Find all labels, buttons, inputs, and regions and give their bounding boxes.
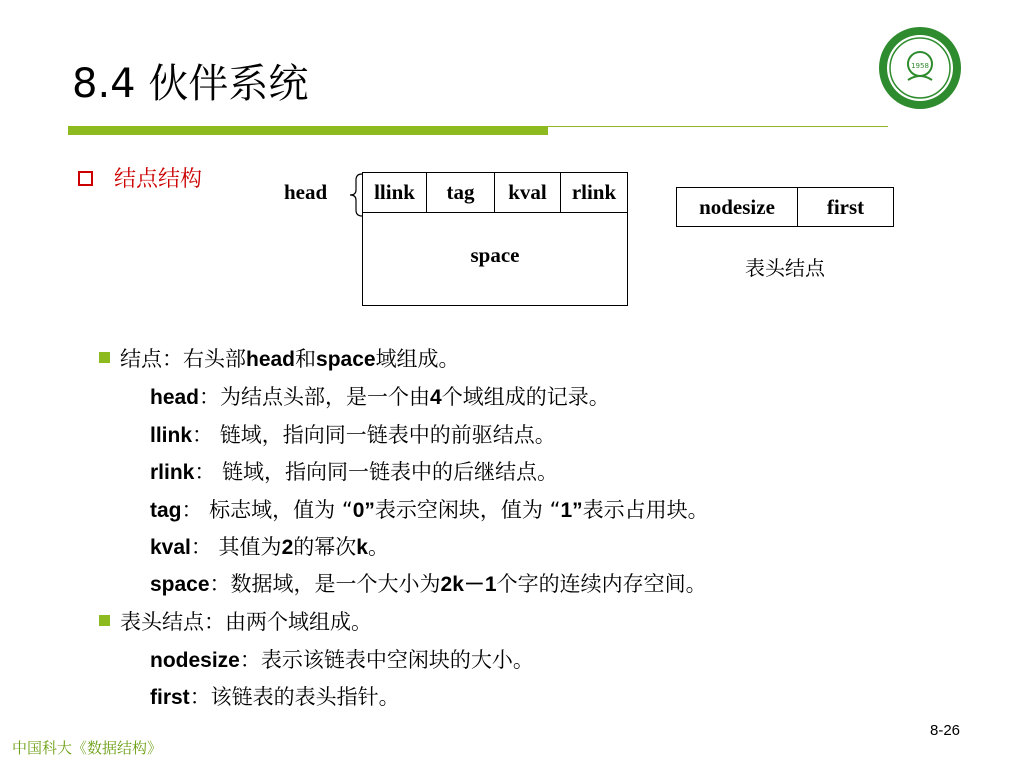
brace-icon xyxy=(342,172,364,218)
bullet-text: 域组成。 xyxy=(375,347,460,371)
desc-text: ： 链域，指向同一链表中的前驱结点。 xyxy=(192,423,556,447)
desc-first xyxy=(150,681,400,711)
page-title: 8.4 伙伴系统 xyxy=(72,61,309,107)
desc-text: ： 其值为 xyxy=(190,535,282,559)
keyword-nodesize: nodesize xyxy=(150,649,240,672)
bullet-square-icon xyxy=(99,615,110,626)
desc-text: 个字的连续内存空间。 xyxy=(496,572,707,596)
desc-number: 2 xyxy=(281,536,294,559)
field-tag: tag xyxy=(427,173,495,212)
desc-text: 的幂次 xyxy=(293,535,357,559)
node-head-row xyxy=(363,173,627,213)
head-label: head xyxy=(284,180,328,204)
bullet-text: 结点：右头部 xyxy=(120,347,246,371)
desc-text: ： 链域，指向同一链表中的后继结点。 xyxy=(194,460,559,484)
desc-llink xyxy=(150,419,556,449)
desc-rlink xyxy=(150,456,558,486)
keyword-llink: llink xyxy=(150,424,193,447)
desc-kval xyxy=(150,531,389,561)
keyword-head: head xyxy=(150,386,200,409)
desc-tag xyxy=(150,494,709,524)
desc-text: ：表示该链表中空闲块的大小。 xyxy=(239,648,534,672)
page-number: 8-26 xyxy=(930,722,961,739)
desc-head xyxy=(150,381,610,411)
desc-text: ： 标志域，值为 “ xyxy=(181,498,353,522)
keyword-head: head xyxy=(246,348,296,371)
section-bullet-icon xyxy=(78,171,93,186)
desc-text: 表示占用块。 xyxy=(582,498,709,522)
desc-text: 个域组成的记录。 xyxy=(441,385,610,409)
desc-space xyxy=(150,568,707,598)
logo-year: 1958 xyxy=(911,62,929,70)
keyword-space: space xyxy=(150,573,210,596)
desc-k: k xyxy=(356,536,368,559)
desc-value-1: 1” xyxy=(560,499,583,522)
field-rlink: rlink xyxy=(571,180,617,204)
desc-text: 。 xyxy=(367,535,389,559)
university-seal-icon xyxy=(878,26,962,110)
bullet-square-icon xyxy=(99,352,110,363)
desc-text: ：数据域，是一个大小为 xyxy=(209,572,441,596)
desc-text: ：为结点头部，是一个由 xyxy=(199,385,431,409)
footer-course: 中国科大《数据结构》 xyxy=(12,739,163,757)
field-nodesize: nodesize xyxy=(677,188,798,226)
field-space: space xyxy=(470,243,520,267)
desc-nodesize xyxy=(150,644,534,674)
section-title: 结点结构 xyxy=(114,167,203,192)
bullet-text: 和 xyxy=(295,347,317,371)
field-llink: llink xyxy=(363,173,427,212)
field-kval: kval xyxy=(495,173,561,212)
keyword-space: space xyxy=(316,348,376,371)
keyword-rlink: rlink xyxy=(150,461,195,484)
bullet-header-node: 表头结点：由两个域组成。 xyxy=(120,610,372,634)
keyword-kval: kval xyxy=(150,536,191,559)
title-rule-thick xyxy=(68,126,548,135)
node-structure-box xyxy=(362,172,628,306)
desc-number: 4 xyxy=(430,386,442,409)
desc-size: 2k－1 xyxy=(440,573,497,596)
desc-value-0: 0” xyxy=(352,499,375,522)
title-rule-thin xyxy=(548,126,888,127)
keyword-first: first xyxy=(150,686,190,709)
header-node-caption: 表头结点 xyxy=(745,256,825,280)
header-node-box xyxy=(676,187,894,227)
desc-text: 表示空闲块，值为 “ xyxy=(374,498,561,522)
bullet-node-composition xyxy=(120,343,460,373)
field-first: first xyxy=(826,194,865,219)
desc-text: ：该链表的表头指针。 xyxy=(189,685,400,709)
keyword-tag: tag xyxy=(150,499,182,522)
